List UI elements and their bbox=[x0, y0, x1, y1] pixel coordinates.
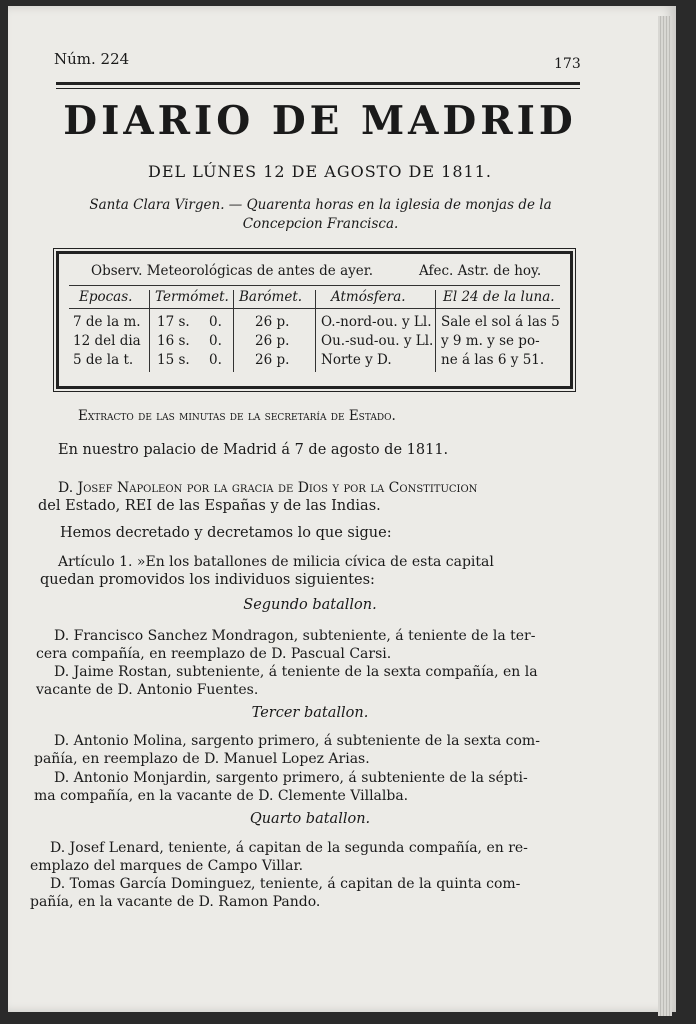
meteo-col-divider bbox=[149, 290, 150, 372]
meteo-baro: 26 p. bbox=[255, 314, 290, 330]
meteo-termo: 17 s. bbox=[157, 314, 190, 330]
page-number: 173 bbox=[554, 56, 581, 72]
meteo-col-divider bbox=[233, 290, 234, 372]
meteo-rule-top bbox=[69, 285, 560, 286]
entry-line: D. Antonio Molina, sargento primero, á subteniente de la sexta com- bbox=[54, 733, 540, 749]
king-line-1: D. Josef Napoleon por la gracia de Dios y por la Constitucion bbox=[58, 480, 478, 496]
meteo-termo-fraction: 0. bbox=[209, 314, 222, 330]
article-1-line-1: Artículo 1. »En los batallones de milicia cívica de esta capital bbox=[58, 554, 494, 570]
entry-line: D. Antonio Monjardin, sargento primero, á subteniente de la sépti- bbox=[54, 770, 528, 786]
entry-line: pañía, en reemplazo de D. Manuel Lopez Arias. bbox=[34, 751, 370, 767]
meteo-luna-line: Sale el sol á las 5 bbox=[441, 314, 560, 330]
king-line-2: del Estado, REI de las Españas y de las Indias. bbox=[38, 498, 381, 514]
article-heading: Extracto de las minutas de la secretaría de Estado. bbox=[78, 408, 396, 424]
header-rule-thick bbox=[56, 82, 580, 85]
entry-line: cera compañía, en reemplazo de D. Pascual Carsi. bbox=[36, 646, 392, 662]
meteo-header-termometro: Termómet. bbox=[155, 289, 229, 305]
meteo-header-luna: El 24 de la luna. bbox=[443, 289, 555, 305]
meteo-epoca: 7 de la m. bbox=[73, 314, 141, 330]
decree-line: Hemos decretado y decretamos lo que sigue: bbox=[60, 525, 392, 541]
meteo-right-title: Afec. Astr. de hoy. bbox=[419, 263, 542, 279]
entry-line: ma compañía, en la vacante de D. Clemente Villalba. bbox=[34, 788, 409, 804]
meteo-atmos: Norte y D. bbox=[321, 352, 392, 368]
meteo-termo: 15 s. bbox=[157, 352, 190, 368]
issue-number: Núm. 224 bbox=[54, 50, 130, 68]
entry-line: D. Francisco Sanchez Mondragon, subteniente, á teniente de la ter- bbox=[54, 628, 536, 644]
section-heading-tercer: Tercer batallon. bbox=[251, 705, 369, 721]
saint-line: Santa Clara Virgen. — Quarenta horas en la iglesia de monjas de la Concepcion Francisca. bbox=[89, 197, 552, 232]
meteo-termo-fraction: 0. bbox=[209, 352, 222, 368]
meteo-epoca: 5 de la t. bbox=[73, 352, 134, 368]
meteo-luna-line: ne á las 6 y 51. bbox=[441, 352, 545, 368]
meteo-termo: 16 s. bbox=[157, 333, 190, 349]
place-date-line: En nuestro palacio de Madrid á 7 de agosto de 1811. bbox=[58, 442, 449, 458]
entry-line: D. Josef Lenard, teniente, á capitan de la segunda compañía, en re- bbox=[50, 840, 528, 856]
meteo-col-divider bbox=[315, 290, 316, 372]
page-edge bbox=[658, 16, 672, 1016]
article-1-line-2: quedan promovidos los individuos siguientes: bbox=[40, 572, 375, 588]
date-line: DEL LÚNES 12 DE AGOSTO DE 1811. bbox=[148, 162, 492, 181]
meteo-left-title: Observ. Meteorológicas de antes de ayer. bbox=[91, 263, 374, 279]
meteo-header-atmosfera: Atmósfera. bbox=[331, 289, 406, 305]
entry-line: pañía, en la vacante de D. Ramon Pando. bbox=[30, 894, 321, 910]
meteo-baro: 26 p. bbox=[255, 352, 290, 368]
meteo-atmos: Ou.-sud-ou. y Ll. bbox=[321, 333, 434, 349]
entry-line: emplazo del marques de Campo Villar. bbox=[30, 858, 304, 874]
newspaper-title: DIARIO DE MADRID bbox=[63, 98, 577, 144]
entry-line: D. Tomas García Dominguez, teniente, á capitan de la quinta com- bbox=[50, 876, 521, 892]
meteorological-table bbox=[56, 251, 573, 389]
meteo-header-barometro: Barómet. bbox=[239, 289, 303, 305]
newspaper-page bbox=[8, 6, 676, 1012]
section-heading-quarto: Quarto batallon. bbox=[249, 811, 371, 827]
meteo-epoca: 12 del dia bbox=[73, 333, 141, 349]
meteo-atmos: O.-nord-ou. y Ll. bbox=[321, 314, 432, 330]
meteo-header-epocas: Epocas. bbox=[79, 289, 133, 305]
meteo-luna-line: y 9 m. y se po- bbox=[441, 333, 540, 349]
entry-line: vacante de D. Antonio Fuentes. bbox=[36, 682, 259, 698]
entry-line: D. Jaime Rostan, subteniente, á teniente de la sexta compañía, en la bbox=[54, 664, 538, 680]
meteo-col-divider bbox=[435, 290, 436, 372]
section-heading-segundo: Segundo batallon. bbox=[243, 597, 377, 613]
header-rule-thin bbox=[56, 88, 580, 89]
meteo-baro: 26 p. bbox=[255, 333, 290, 349]
meteo-termo-fraction: 0. bbox=[209, 333, 222, 349]
